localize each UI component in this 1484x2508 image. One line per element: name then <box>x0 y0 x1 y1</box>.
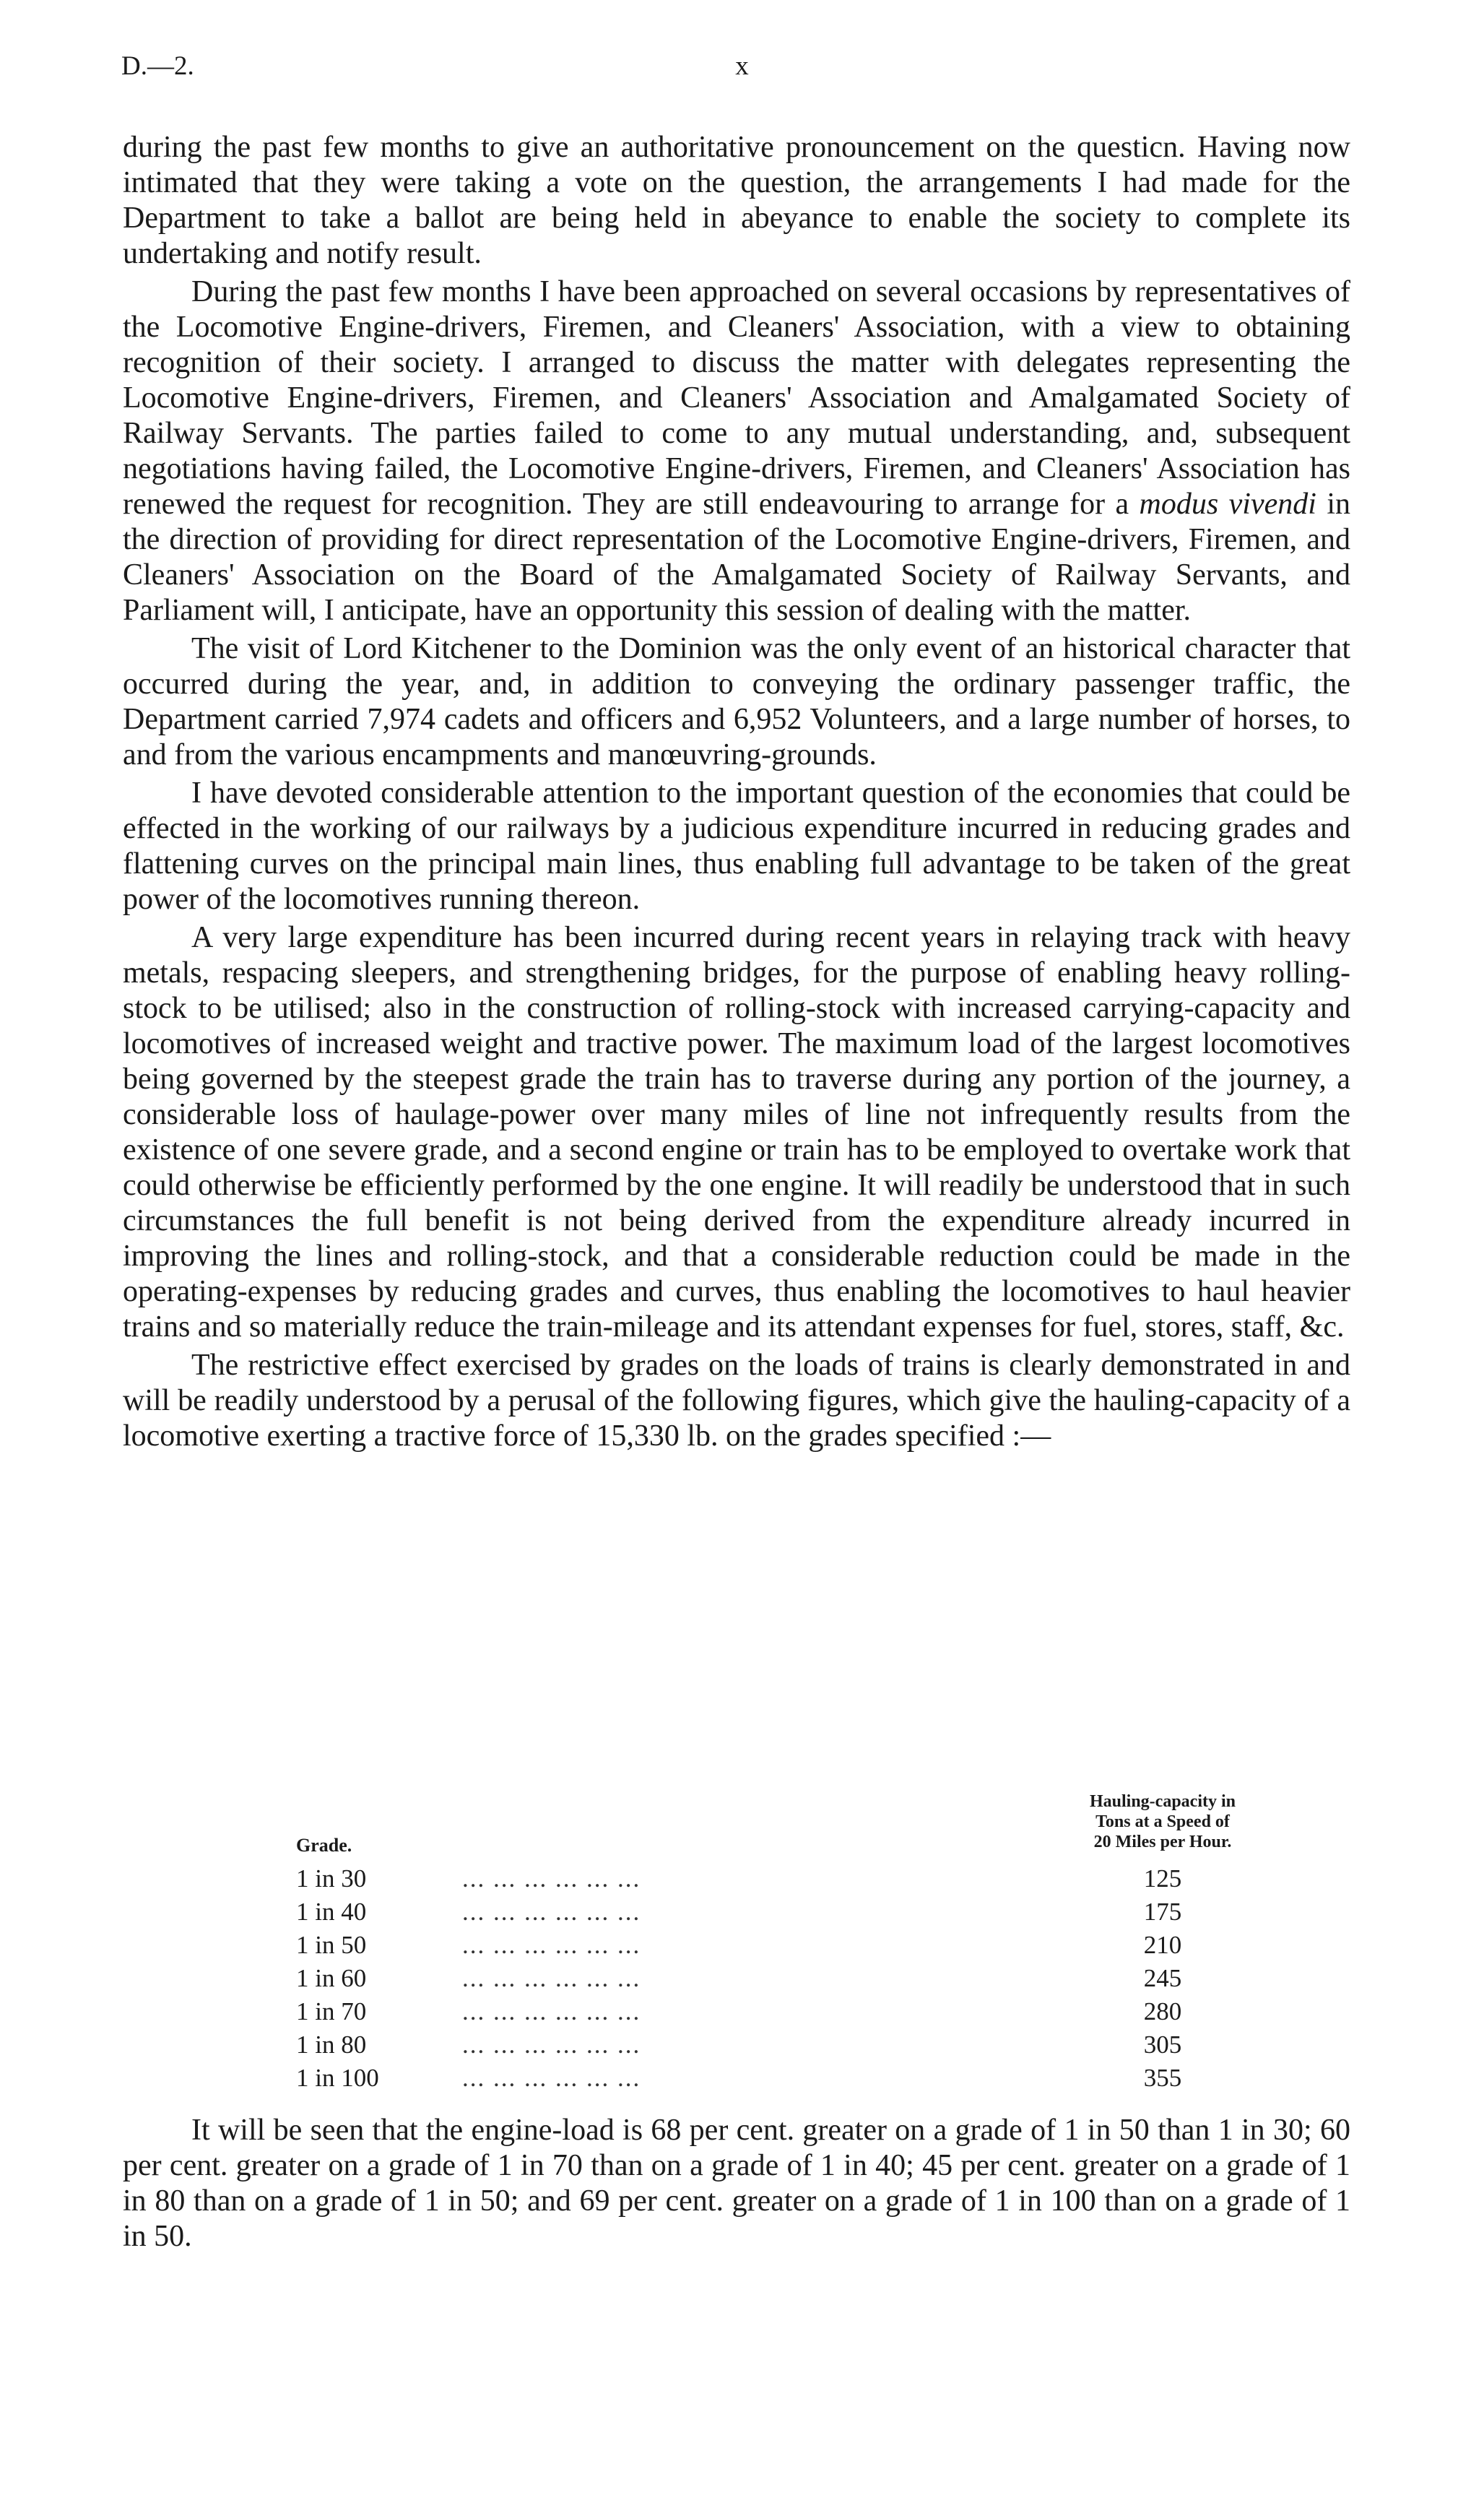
table-row <box>296 2028 1285 2062</box>
dot-leader: ... ... ... ... ... ... <box>462 1898 641 1926</box>
capacity-header-line-2: Tons at a Speed of <box>1095 1812 1230 1831</box>
dot-leader: ... ... ... ... ... ... <box>462 1864 641 1893</box>
table-rows <box>296 1862 1285 2095</box>
document-reference: D.—2. <box>121 51 194 81</box>
grade-cell: 1 in 100 <box>296 2064 379 2092</box>
dot-leader: ... ... ... ... ... ... <box>462 1997 641 2025</box>
capacity-header-line-3: 20 Miles per Hour. <box>1093 1833 1232 1851</box>
capacity-cell: 245 <box>1143 1964 1182 1992</box>
capacity-column-header <box>1040 1791 1285 1852</box>
capacity-header-line-1: Hauling-capacity in <box>1089 1792 1236 1811</box>
grade-cell: 1 in 30 <box>296 1864 367 1893</box>
page-number: x <box>735 51 749 81</box>
capacity-cell: 280 <box>1143 1997 1182 2025</box>
page-header <box>121 51 1363 94</box>
grade-cell: 1 in 50 <box>296 1931 367 1959</box>
grade-cell: 1 in 80 <box>296 2031 367 2059</box>
capacity-cell: 355 <box>1143 2064 1182 2092</box>
paragraph-4: I have devoted considerable attention to the important question of the economies that could be effected in the working of our railways by a judicious expenditure incurred in reducing grades and flattening curves on the principal main lines, thus enabling full advantage to be taken of the great power of the locomotives running thereon. <box>123 777 1350 916</box>
table-row <box>296 1962 1285 1995</box>
grade-cell: 1 in 70 <box>296 1997 367 2025</box>
dot-leader: ... ... ... ... ... ... <box>462 1931 641 1959</box>
paragraph-3: The visit of Lord Kitchener to the Dominion was the only event of an historical character that occurred during the year, and, in addition to conveying the ordinary passenger traffic, the Department carried 7,974 cadets and officers and 6,952 Volunteers, and a large number of horses, to and from the various encampments and manœuvring-grounds. <box>123 632 1350 771</box>
dot-leader: ... ... ... ... ... ... <box>462 2064 641 2092</box>
capacity-cell: 125 <box>1143 1864 1182 1893</box>
table-row <box>296 1929 1285 1962</box>
table-row <box>296 2062 1285 2095</box>
grade-cell: 1 in 40 <box>296 1898 367 1926</box>
paragraph-6: The restrictive effect exercised by grades on the loads of trains is clearly demonstrated in and will be readily understood by a perusal of the following figures, which give the hauling-capacity of a locomotive exerting a tractive force of 15,330 lb. on the grades specified :— <box>123 1349 1350 1453</box>
dot-leader: ... ... ... ... ... ... <box>462 2031 641 2059</box>
grade-column-header: Grade. <box>296 1835 352 1856</box>
table-row <box>296 1895 1285 1929</box>
grade-cell: 1 in 60 <box>296 1964 367 1992</box>
paragraph-5: A very large expenditure has been incurred during recent years in relaying track with heavy metals, respacing sleepers, and strengthening bridges, for the purpose of enabling heavy rolling-stock to be utilised; also in the construction of rolling-stock with increased carrying-capacity and locomotives of increased weight and tractive power. The maximum load of the largest locomotives being governed by the steepest grade the train has to traverse during any portion of the journey, a considerable loss of haulage-power over many miles of line not infrequently results from the existence of one severe grade, and a second engine or train has to be employed to overtake work that could otherwise be efficiently performed by the one engine. It will readily be understood that in such circumstances the full benefit is not being derived from the expenditure already incurred in improving the lines and rolling-stock, and that a considerable reduction could be made in the operating-expenses by reducing grades and curves, thus enabling the locomotives to haul heavier trains and so materially reduce the train-mileage and its attendant expenses for fuel, stores, staff, &c. <box>123 921 1350 1344</box>
body-text <box>123 130 1350 1457</box>
paragraph-2 <box>123 274 1350 628</box>
table-row <box>296 1862 1285 1895</box>
capacity-cell: 175 <box>1143 1898 1182 1926</box>
paragraph-2-italic: modus vivendi <box>1139 488 1316 521</box>
paragraph-2-part-b: in the direction of providing for direct representation of the Locomotive Engine-drivers, Firemen, and Cleaners' Association on the Board of the Amalgamated Society of Railway Servants, and Parliament will, I anticipate, have an opportunity this session of dealing with the matter. <box>123 488 1350 627</box>
dot-leader: ... ... ... ... ... ... <box>462 1964 641 1992</box>
capacity-cell: 305 <box>1143 2031 1182 2059</box>
paragraph-2-part-a: During the past few months I have been approached on several occasions by representatives of the Locomotive Engine-drivers, Firemen, and Cleaners' Association, with a view to obtaining recognition of their society. I arranged to discuss the matter with delegates representing the Locomotive Engine-drivers, Firemen, and Cleaners' Association and Amalgamated Society of Railway Servants. The parties failed to come to any mutual understanding, and, subsequent negotiations having failed, the Locomotive Engine-drivers, Firemen, and Cleaners' Association has renewed the request for recognition. They are still endeavouring to arrange for a <box>123 275 1350 521</box>
closing-text <box>123 2113 1350 2254</box>
capacity-cell: 210 <box>1143 1931 1182 1959</box>
paragraph-1: during the past few months to give an authoritative pronouncement on the questicn. Having now intimated that they were taking a vote on the question, the arrangements I had made for the Department to take a ballot are being held in abeyance to enable the society to complete its undertaking and notify result. <box>123 131 1350 270</box>
table-row <box>296 1995 1285 2028</box>
paragraph-7: It will be seen that the engine-load is 68 per cent. greater on a grade of 1 in 50 than 1 in 30; 60 per cent. greater on a grade of 1 in 70 than on a grade of 1 in 40; 45 per cent. greater on a grade of 1 in 80 than on a grade of 1 in 50; and 69 per cent. greater on a grade of 1 in 100 than on a grade of 1 in 50. <box>123 2114 1350 2253</box>
